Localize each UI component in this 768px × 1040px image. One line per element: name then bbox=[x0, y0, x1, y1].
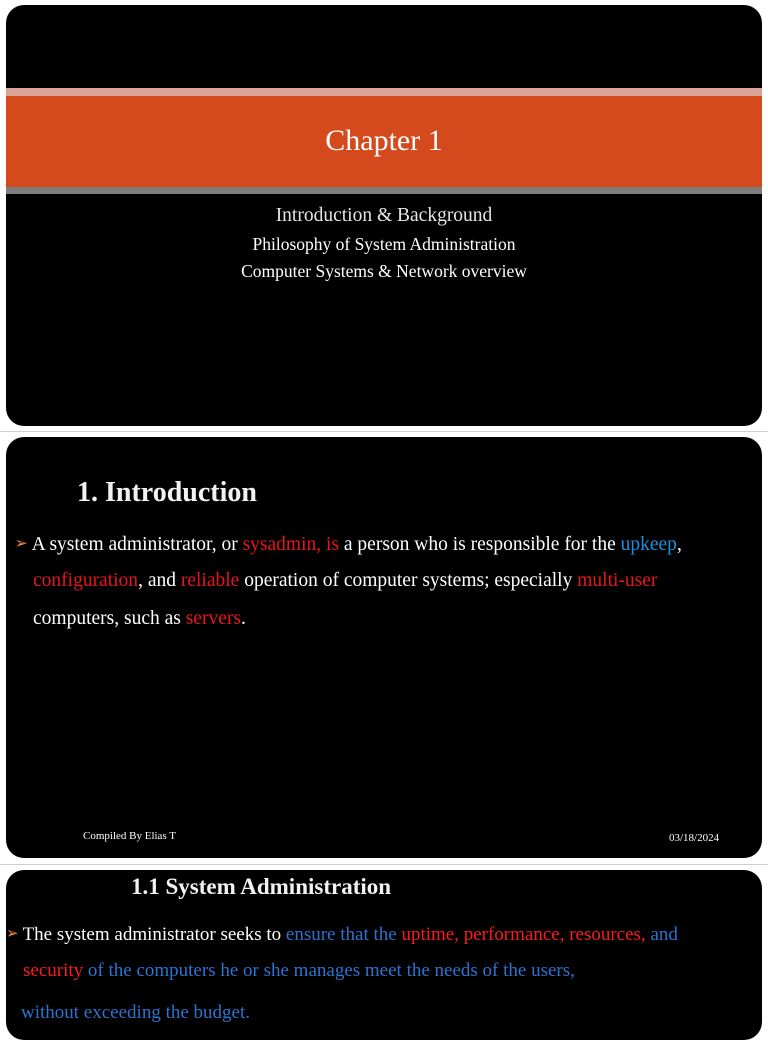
chapter-title: Chapter 1 bbox=[325, 124, 443, 157]
bullet-line-2 bbox=[23, 959, 575, 983]
text-segment: , bbox=[676, 534, 682, 555]
text-segment: , and bbox=[138, 570, 181, 591]
text-segment: and bbox=[645, 924, 678, 945]
highlight-uptime-performance-resources: uptime, performance, resources, bbox=[401, 924, 646, 945]
highlight-ensure: ensure that the bbox=[285, 924, 402, 945]
slide-heading-introduction: 1. Introduction bbox=[77, 477, 257, 508]
highlight-multi-user: multi-user bbox=[577, 570, 658, 591]
bullet-line-1 bbox=[6, 922, 678, 947]
bullet-line-3 bbox=[33, 607, 246, 631]
footer-date: 03/18/2024 bbox=[669, 832, 720, 844]
slide-divider bbox=[0, 864, 768, 865]
footer-author: Compiled By Elias T bbox=[83, 830, 176, 842]
text-segment: a person who is responsible for the bbox=[339, 534, 621, 555]
slide-heading-system-administration: 1.1 System Administration bbox=[131, 874, 392, 899]
text-segment: of the computers he or she manages meet the needs of the users, bbox=[83, 960, 575, 981]
subtitle-introduction: Introduction & Background bbox=[275, 205, 493, 226]
text-segment: operation of computer systems; especially bbox=[239, 570, 578, 591]
bullet-line-3 bbox=[21, 1001, 250, 1025]
highlight-security: security bbox=[23, 960, 84, 981]
text-segment: A system administrator, or bbox=[31, 534, 243, 555]
bullet-arrow-icon: ➢ bbox=[15, 536, 28, 552]
title-band-bottom-stripe bbox=[6, 187, 762, 194]
highlight-servers: servers bbox=[185, 608, 241, 629]
title-slide bbox=[6, 5, 762, 426]
bullet-line-1 bbox=[15, 532, 682, 557]
text-segment: . bbox=[240, 608, 246, 629]
subtitle-systems-overview: Computer Systems & Network overview bbox=[241, 261, 527, 281]
text-segment: without exceeding the budget. bbox=[21, 1002, 250, 1023]
highlight-configuration: configuration bbox=[33, 570, 139, 591]
text-segment: The system administrator seeks to bbox=[22, 924, 286, 945]
slide-divider bbox=[0, 431, 768, 432]
highlight-upkeep: upkeep bbox=[620, 534, 677, 555]
bullet-arrow-icon: ➢ bbox=[6, 926, 19, 942]
bullet-line-2 bbox=[33, 569, 657, 593]
title-band-top-stripe bbox=[6, 88, 762, 96]
highlight-reliable: reliable bbox=[180, 570, 240, 591]
subtitle-philosophy: Philosophy of System Administration bbox=[252, 234, 516, 254]
highlight-sysadmin: sysadmin, is bbox=[242, 534, 340, 555]
text-segment: computers, such as bbox=[33, 608, 186, 629]
